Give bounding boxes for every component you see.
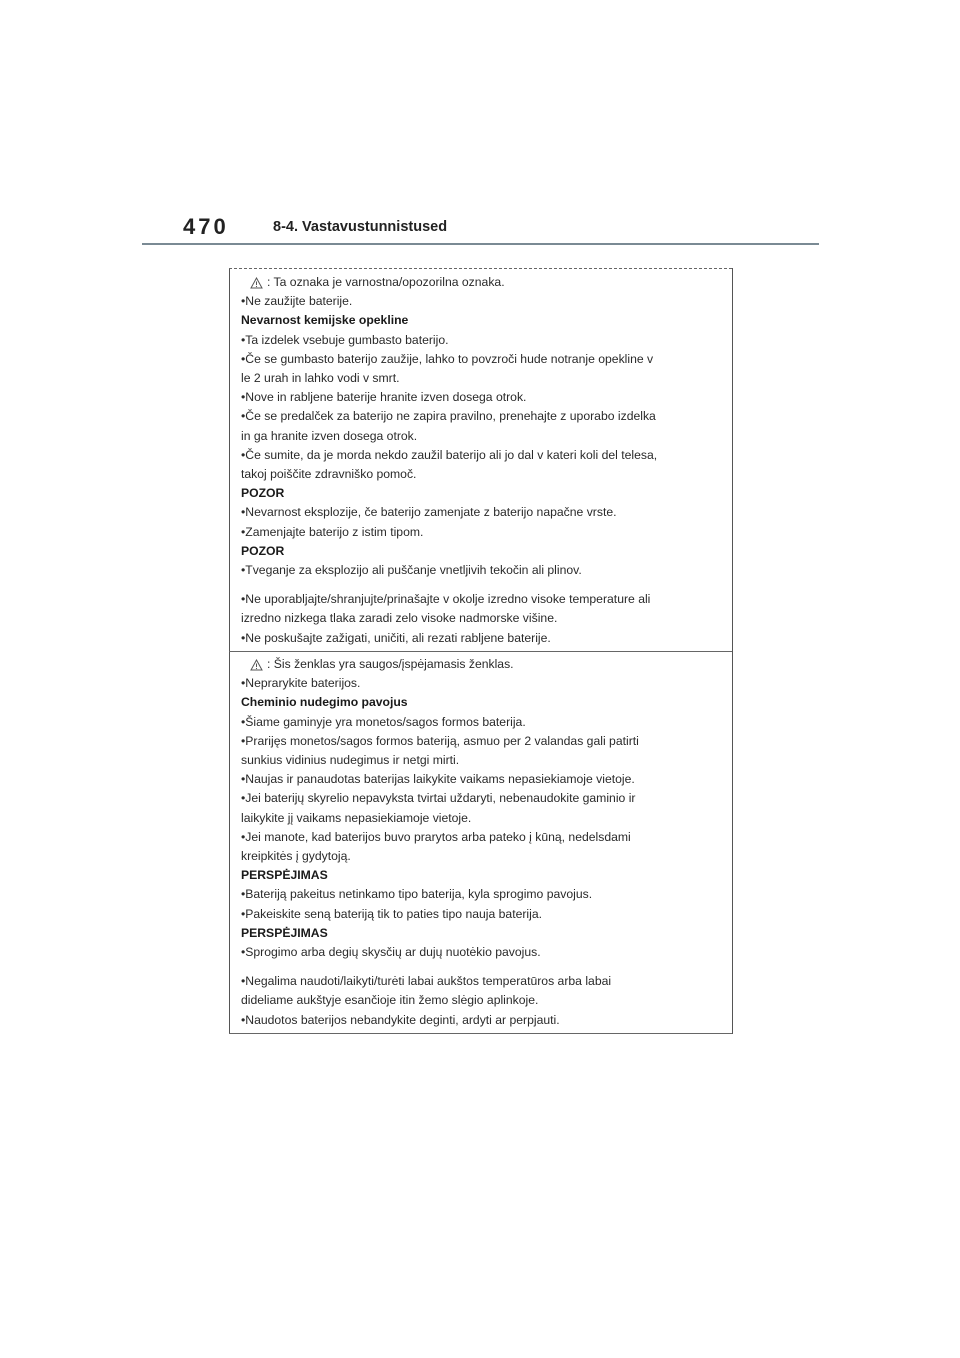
slovenian-symbol-text: : Ta oznaka je varnostna/opozorilna oznaka. [267,275,505,289]
lithuanian-lines [241,674,721,1030]
text-line: kreipkitės į gydytoją. [241,849,351,864]
header-divider [142,243,819,245]
text-line: •Šiame gaminyje yra monetos/sagos formos baterija. [241,714,526,729]
text-line: •Jei manote, kad baterijos buvo prarytos arba pateko į kūną, nedelsdami [241,829,631,844]
text-line: •Ne zaužijte baterije. [241,294,353,309]
slovenian-symbol-line [241,273,721,292]
lithuanian-symbol-line [241,655,721,674]
text-line: •Ne uporabljajte/shranjujte/prinašajte v okolje izredno visoke temperature ali [241,592,651,607]
text-line: •Pakeiskite seną bateriją tik to paties tipo nauja baterija. [241,906,543,921]
text-line: •Jei baterijų skyrelio nepavyksta tvirtai uždaryti, nebenaudokite gaminio ir [241,791,636,806]
text-line: •Ne poskušajte zažigati, uničiti, ali rezati rabljene baterije. [241,630,551,645]
text-line: •Če se predalček za baterijo ne zapira pravilno, prenehajte z uporabo izdelka [241,409,656,424]
section-divider [229,651,732,652]
text-line: •Naujas ir panaudotas baterijas laikykite vaikams nepasiekiamoje vietoje. [241,772,635,787]
text-line: •Negalima naudoti/laikyti/turėti labai aukštos temperatūros arba labai [241,974,612,989]
text-line: •Bateriją pakeitus netinkamo tipo baterija, kyla sprogimo pavojus. [241,887,593,902]
text-line: •Neprarykite baterijos. [241,676,361,691]
text-line: •Nove in rabljene baterije hranite izven dosega otrok. [241,390,527,405]
section-heading: PERSPĖJIMAS [241,925,328,940]
warning-triangle-icon [250,277,263,289]
slovenian-section [241,273,721,648]
section-heading: PERSPĖJIMAS [241,868,328,883]
text-line: •Sprogimo arba degių skysčių ar dujų nuotėkio pavojus. [241,945,541,960]
text-line: takoj poiščite zdravniško pomoč. [241,467,417,482]
text-line: in ga hranite izven dosega otrok. [241,428,418,443]
text-line: •Zamenjajte baterijo z istim tipom. [241,524,424,539]
section-heading: Nevarnost kemijske opekline [241,313,409,328]
warning-triangle-icon [250,659,263,671]
frame-top-border [229,268,732,269]
text-line: •Tveganje za eksplozijo ali puščanje vnetljivih tekočin ali plinov. [241,563,582,578]
text-line: izredno nizkega tlaka zaradi zelo visoke nadmorske višine. [241,611,558,626]
section-heading: POZOR [241,543,285,558]
text-line: le 2 urah in lahko vodi v smrt. [241,371,400,386]
slovenian-lines [241,292,721,648]
text-line: laikykite jį vaikams nepasiekiamoje vietoje. [241,810,472,825]
text-line: •Ta izdelek vsebuje gumbasto baterijo. [241,332,449,347]
text-line: dideliame aukštyje esančioje itin žemo slėgio aplinkoje. [241,993,539,1008]
text-line: sunkius vidinius nudegimus ir netgi mirti. [241,753,460,768]
text-line: •Če se gumbasto baterijo zaužije, lahko to povzroči hude notranje opekline v [241,351,654,366]
text-line: •Naudotos baterijos nebandykite deginti, ardyti ar perpjauti. [241,1012,560,1027]
text-line: •Če sumite, da je morda nekdo zaužil baterijo ali jo dal v kateri koli del telesa, [241,447,658,462]
page-number: 470 [183,214,229,239]
section-title: 8-4. Vastavustunnistused [273,219,448,235]
lithuanian-section [241,655,721,1030]
text-line: •Nevarnost eksplozije, če baterijo zamenjate z baterijo napačne vrste. [241,505,617,520]
lithuanian-symbol-text: : Šis ženklas yra saugos/įspėjamasis ženklas. [267,657,514,671]
text-line: •Prarijęs monetos/sagos formos bateriją, asmuo per 2 valandas gali patirti [241,733,639,748]
section-heading: POZOR [241,486,285,501]
frame-bottom-border [229,1033,732,1034]
section-heading: Cheminio nudegimo pavojus [241,695,408,710]
